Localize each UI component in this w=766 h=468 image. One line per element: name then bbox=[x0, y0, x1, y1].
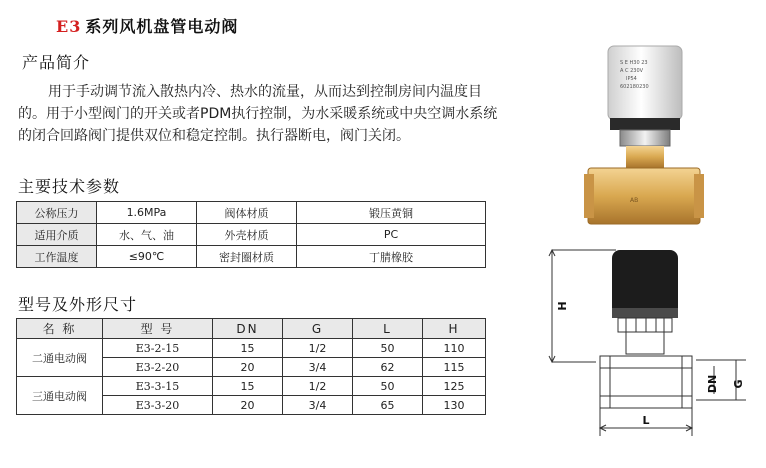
spec-value: PC bbox=[297, 224, 486, 246]
photo-label-line: 602180230 bbox=[620, 84, 649, 90]
dn-cell: 15 bbox=[213, 339, 283, 358]
dimensions-heading: 型号及外形尺寸 bbox=[18, 295, 138, 314]
label-dn: DN bbox=[706, 374, 719, 394]
g-cell: 3/4 bbox=[283, 358, 353, 377]
group-name: 三通电动阀 bbox=[17, 377, 103, 415]
label-h: H bbox=[556, 301, 569, 311]
spec-label: 工作温度 bbox=[17, 246, 97, 268]
h-cell: 125 bbox=[423, 377, 486, 396]
table-header-row bbox=[17, 319, 486, 339]
spec-value: 水、气、油 bbox=[97, 224, 197, 246]
column-header: 型 号 bbox=[103, 319, 213, 339]
dimension-drawing bbox=[546, 246, 756, 458]
column-header: G bbox=[283, 319, 353, 339]
dn-cell: 20 bbox=[213, 396, 283, 415]
photo-label-line: IP54 bbox=[626, 76, 637, 82]
l-cell: 50 bbox=[353, 377, 423, 396]
specs-heading: 主要技术参数 bbox=[18, 177, 121, 196]
g-cell: 1/2 bbox=[283, 377, 353, 396]
spec-label: 适用介质 bbox=[17, 224, 97, 246]
dimensions-table bbox=[16, 318, 486, 415]
photo-label-line: A C 230V bbox=[620, 68, 644, 74]
dn-cell: 20 bbox=[213, 358, 283, 377]
h-cell: 130 bbox=[423, 396, 486, 415]
photo-label-line: S E H30 23 bbox=[620, 60, 648, 66]
body-mark: AB bbox=[630, 197, 639, 204]
product-title bbox=[56, 14, 238, 37]
l-cell: 62 bbox=[353, 358, 423, 377]
spec-label: 公称压力 bbox=[17, 202, 97, 224]
h-cell: 110 bbox=[423, 339, 486, 358]
product-name: 系列风机盘管电动阀 bbox=[85, 17, 239, 36]
spec-label: 外壳材质 bbox=[197, 224, 297, 246]
l-cell: 65 bbox=[353, 396, 423, 415]
spec-value: 锻压黄铜 bbox=[297, 202, 486, 224]
spec-label: 阀体材质 bbox=[197, 202, 297, 224]
table-row bbox=[17, 339, 486, 358]
g-cell: 3/4 bbox=[283, 396, 353, 415]
model-code: E3 bbox=[56, 17, 82, 36]
model-cell: E3-2-15 bbox=[103, 339, 213, 358]
column-header: L bbox=[353, 319, 423, 339]
specs-table bbox=[16, 201, 486, 268]
spec-value: 丁腈橡胶 bbox=[297, 246, 486, 268]
table-row bbox=[17, 377, 486, 396]
table-row bbox=[17, 224, 486, 246]
l-cell: 50 bbox=[353, 339, 423, 358]
table-row bbox=[17, 246, 486, 268]
column-header: DN bbox=[213, 319, 283, 339]
g-cell: 1/2 bbox=[283, 339, 353, 358]
intro-paragraph: 用于手动调节流入散热内冷、热水的流量，从而达到控制房间内温度目的。用于小型阀门的开关或者PDM执行控制，为水采暖系统或中央空调水系统的闭合回路阀门提供双位和稳定控制。执行器断电，阀门关闭。 bbox=[18, 84, 498, 144]
label-l: L bbox=[642, 414, 650, 427]
h-cell: 115 bbox=[423, 358, 486, 377]
model-cell: E3-3-20 bbox=[103, 396, 213, 415]
column-header: 名 称 bbox=[17, 319, 103, 339]
label-g: G bbox=[732, 379, 745, 389]
valve-product-photo bbox=[584, 44, 704, 244]
column-header: H bbox=[423, 319, 486, 339]
intro-heading: 产品简介 bbox=[22, 53, 91, 72]
dn-cell: 15 bbox=[213, 377, 283, 396]
table-row bbox=[17, 202, 486, 224]
spec-value: ≤90℃ bbox=[97, 246, 197, 268]
spec-value: 1.6MPa bbox=[97, 202, 197, 224]
model-cell: E3-3-15 bbox=[103, 377, 213, 396]
spec-label: 密封圈材质 bbox=[197, 246, 297, 268]
group-name: 二通电动阀 bbox=[17, 339, 103, 377]
model-cell: E3-2-20 bbox=[103, 358, 213, 377]
